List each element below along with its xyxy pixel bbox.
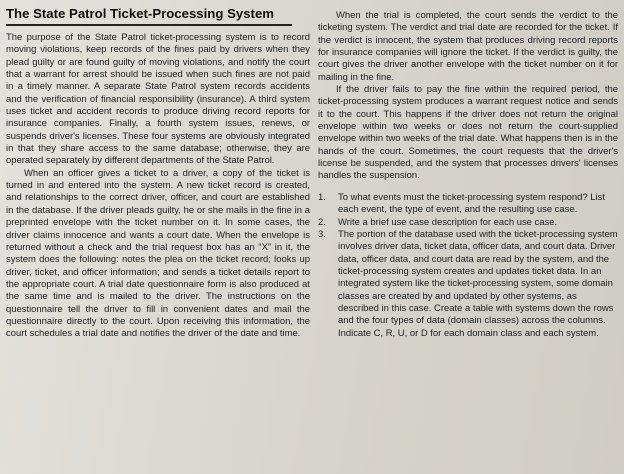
- paragraph-officer-ticket: When an officer gives a ticket to a driver, a copy of the ticket is turned in and entered into the system. A new ticket record is created, and relationships to the correct driver, officer, and court are established in the database. If the driver pleads guilty, he or she mails in the fine in a preprinted envelope with the ticket number on it. In some cases, the driver claims innocence and wants a court date. When the envelope is returned without a check and the trial request box has an “X” in it, the system does the following: notes the plea on the ticket record; looks up driver, ticket, and officer information; and sends a ticket details report to the appropriate court. A trial date questionnaire form is also produced at the same time and is mailed to the driver. The instructions on the questionnaire tell the driver to fill in convenient dates and mail the questionnaire directly to the court. Upon receiving this information, the court schedules a trial date and notifies the driver of the date and time.: [6, 167, 310, 340]
- question-list: [318, 192, 618, 340]
- case-title: The State Patrol Ticket-Processing System: [6, 6, 274, 21]
- paragraph-purpose: The purpose of the State Patrol ticket-processing system is to record moving violations, keep records of the fines paid by drivers when they plead guilty or are found guilty of moving violations, and notify the court that a warrant for arrest should be issued when such fines are not paid in a timely manner. A separate State Patrol system records accidents and the verification of financial responsibility (insurance). A third system uses ticket and accident records to produce driving record reports for insurance companies. Finally, a fourth system issues, renews, or suspends driver's licenses. These four systems are obviously integrated in that they share access to the same database; otherwise, they are operated separately by different departments of the State Patrol.: [6, 32, 310, 167]
- question-item: [318, 192, 618, 217]
- right-column: [318, 0, 618, 474]
- question-number: 2.: [318, 216, 326, 228]
- paragraph-fine-not-paid: If the driver fails to pay the fine within the required period, the ticket-processing system produces a warrant request notice and sends it to the court. This happens if the driver does not return the original envelope within two weeks or does not return the court-supplied envelope within two weeks of the trial date. What happens then is in the hands of the court. Sometimes, the court requests that the driver's license be suspended, and the system that processes drivers' licenses handles the suspension.: [318, 84, 618, 182]
- question-item: [318, 217, 618, 229]
- title-rule: [6, 6, 292, 26]
- question-text: To what events must the ticket-processing system respond? List each event, the type of event, and the resulting use case.: [338, 191, 605, 216]
- question-text: Write a brief use case description for each use case.: [338, 216, 558, 228]
- paragraph-trial-completed: When the trial is completed, the court sends the verdict to the ticketing system. The verdict and trial date are recorded for the ticket. If the verdict is innocent, the system that produces driving record reports for insurance companies will ignore the ticket. If the verdict is guilty, the court gives the driver another envelope with the ticket number on it for mailing in the fine.: [318, 10, 618, 83]
- question-item: [318, 229, 618, 340]
- left-column: [6, 0, 310, 474]
- question-number: 1.: [318, 191, 326, 203]
- question-text: The portion of the database used with the ticket-processing system involves driver data, ticket data, officer data, and court data. Driver data, officer data, and court data are read by the system, and the ticket-processing system creates and updates ticket data. In an integrated system like the ticket-processing system, some domain classes are created by and updated by other systems, as described in this case. Create a table with systems down the rows and the four types of data (domain classes) across the columns. Indicate C, R, U, or D for each domain class and each system.: [338, 228, 618, 339]
- question-number: 3.: [318, 228, 326, 240]
